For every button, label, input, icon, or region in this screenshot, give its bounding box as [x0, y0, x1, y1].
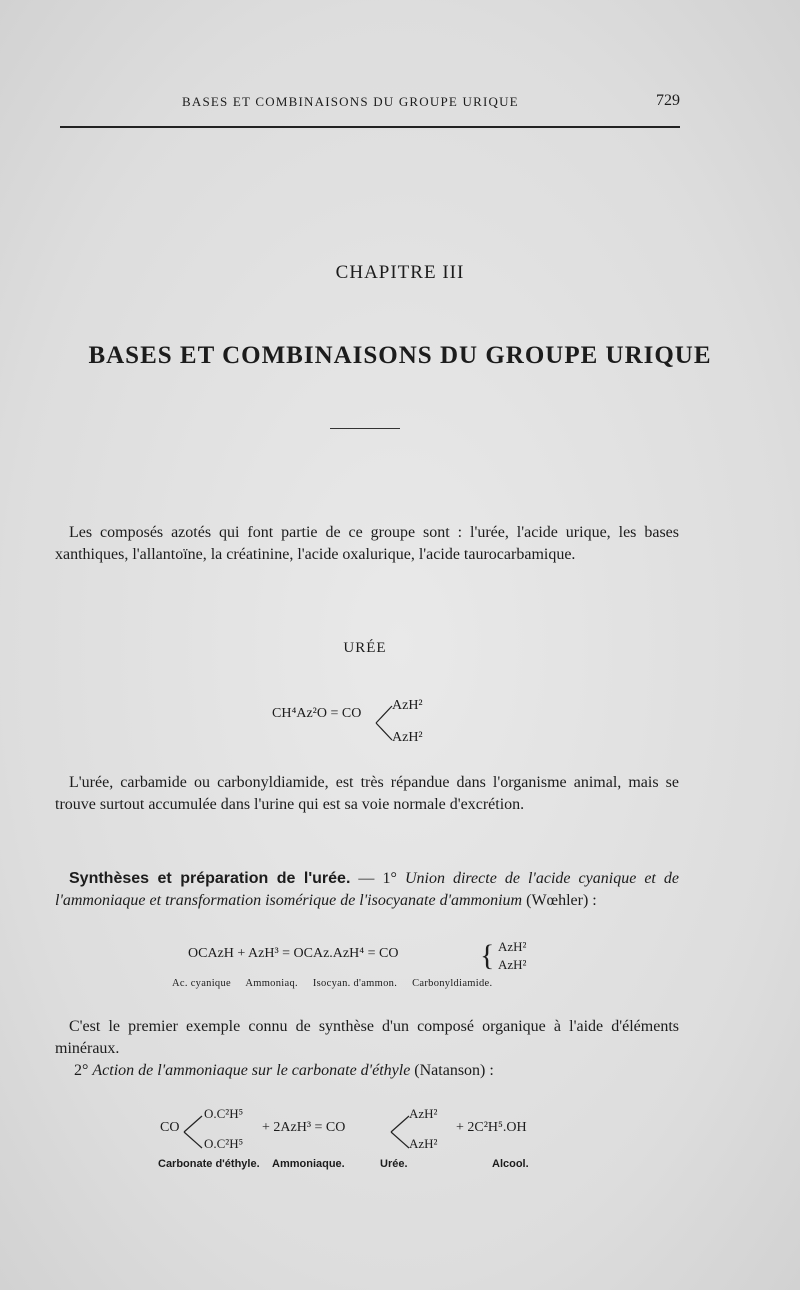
synthesis-formula-1-branches [498, 938, 526, 974]
intro-paragraph: Les composés azotés qui font partie de ce groupe sont : l'urée, l'acide urique, les bases xanthiques, l'allantoïne, la créatinine, l'acide oxalurique, l'acide taurocarbamique. [55, 524, 679, 563]
method-2-text: Action de l'ammoniaque sur le carbonate d'éthyle [92, 1062, 411, 1079]
chapter-title: BASES ET COMBINAISONS DU GROUPE URIQUE [88, 342, 712, 369]
chapter-label: CHAPITRE III [335, 262, 465, 283]
brace-glyph: { [480, 939, 495, 972]
bond-lines-right [389, 1110, 411, 1154]
running-header-title: BASES ET COMBINAISONS DU GROUPE URIQUE [182, 94, 519, 109]
caption-ammonia-2: Ammoniaque. [272, 1158, 345, 1170]
caption-isocyanate: Isocyan. d'ammon. [312, 978, 398, 989]
urea-branch-bottom: AzH² [392, 730, 423, 745]
formula-2-right: + 2C²H⁵.OH [456, 1120, 527, 1135]
caption-ammonia: Ammoniaq. [245, 978, 298, 989]
method-2-num: 2° [74, 1062, 93, 1079]
formula-2-middle: + 2AzH³ = CO [262, 1120, 346, 1135]
caption-alcohol: Alcool. [492, 1158, 529, 1170]
urea-branch-top: AzH² [392, 698, 423, 713]
synthesis-method: Union directe de l'acide cyanique et de l'ammoniaque et transformation isomérique de l'isocyanate d'ammonium [55, 870, 680, 909]
caption-urea: Urée. [380, 1158, 408, 1170]
running-header [60, 92, 680, 128]
caption-ethyl-carbonate: Carbonate d'éthyle. [158, 1158, 260, 1170]
caption-cyanic-acid: Ac. cyanique [172, 978, 231, 989]
urea-formula-branches [392, 690, 423, 754]
caption-carbonyldiamide: Carbonyldiamide. [412, 978, 493, 989]
bond-lines [374, 696, 394, 750]
synthesis-paragraph [55, 868, 679, 912]
synthesis-formula-1-captions [172, 978, 504, 989]
synthesis-heading: Synthèses et préparation de l'urée. [69, 870, 351, 887]
formula-2-ethoxy-bottom: O.C²H⁵ [204, 1136, 244, 1151]
first-example-paragraph: C'est le premier exemple connu de synthèse d'un composé organique à l'aide d'éléments minéraux. [55, 1018, 679, 1057]
urea-paragraph: L'urée, carbamide ou carbonyldiamide, est très répandue dans l'organisme animal, mais se trouve surtout accumulée dans l'urine qui est sa voie normale d'excrétion. [55, 774, 679, 813]
method-2-paragraph [60, 1060, 660, 1082]
synthesis-1-branch-top: AzH² [498, 939, 527, 954]
urea-formula-left: CH⁴Az²O = CO [272, 706, 362, 721]
synthesis-author: (Wœhler) : [522, 892, 597, 909]
synthesis-dash: — [350, 870, 383, 887]
synthesis-formula-2 [160, 1106, 560, 1156]
synthesis-1-branch-bottom: AzH² [498, 957, 527, 972]
page-number: 729 [656, 92, 680, 109]
formula-2-ethoxy-top: O.C²H⁵ [204, 1106, 244, 1121]
formula-2-amine-bottom: AzH² [409, 1136, 438, 1151]
section-title: URÉE [343, 640, 387, 656]
formula-2-amine-top: AzH² [409, 1106, 438, 1121]
synthesis-num: 1° [382, 870, 405, 887]
bond-lines-left [182, 1110, 204, 1154]
title-divider [330, 428, 400, 429]
formula-2-co: CO [160, 1120, 180, 1135]
method-2-author: (Natanson) : [410, 1062, 494, 1079]
synthesis-formula-1-main: OCAzH + AzH³ = OCAz.AzH⁴ = CO [188, 946, 399, 961]
